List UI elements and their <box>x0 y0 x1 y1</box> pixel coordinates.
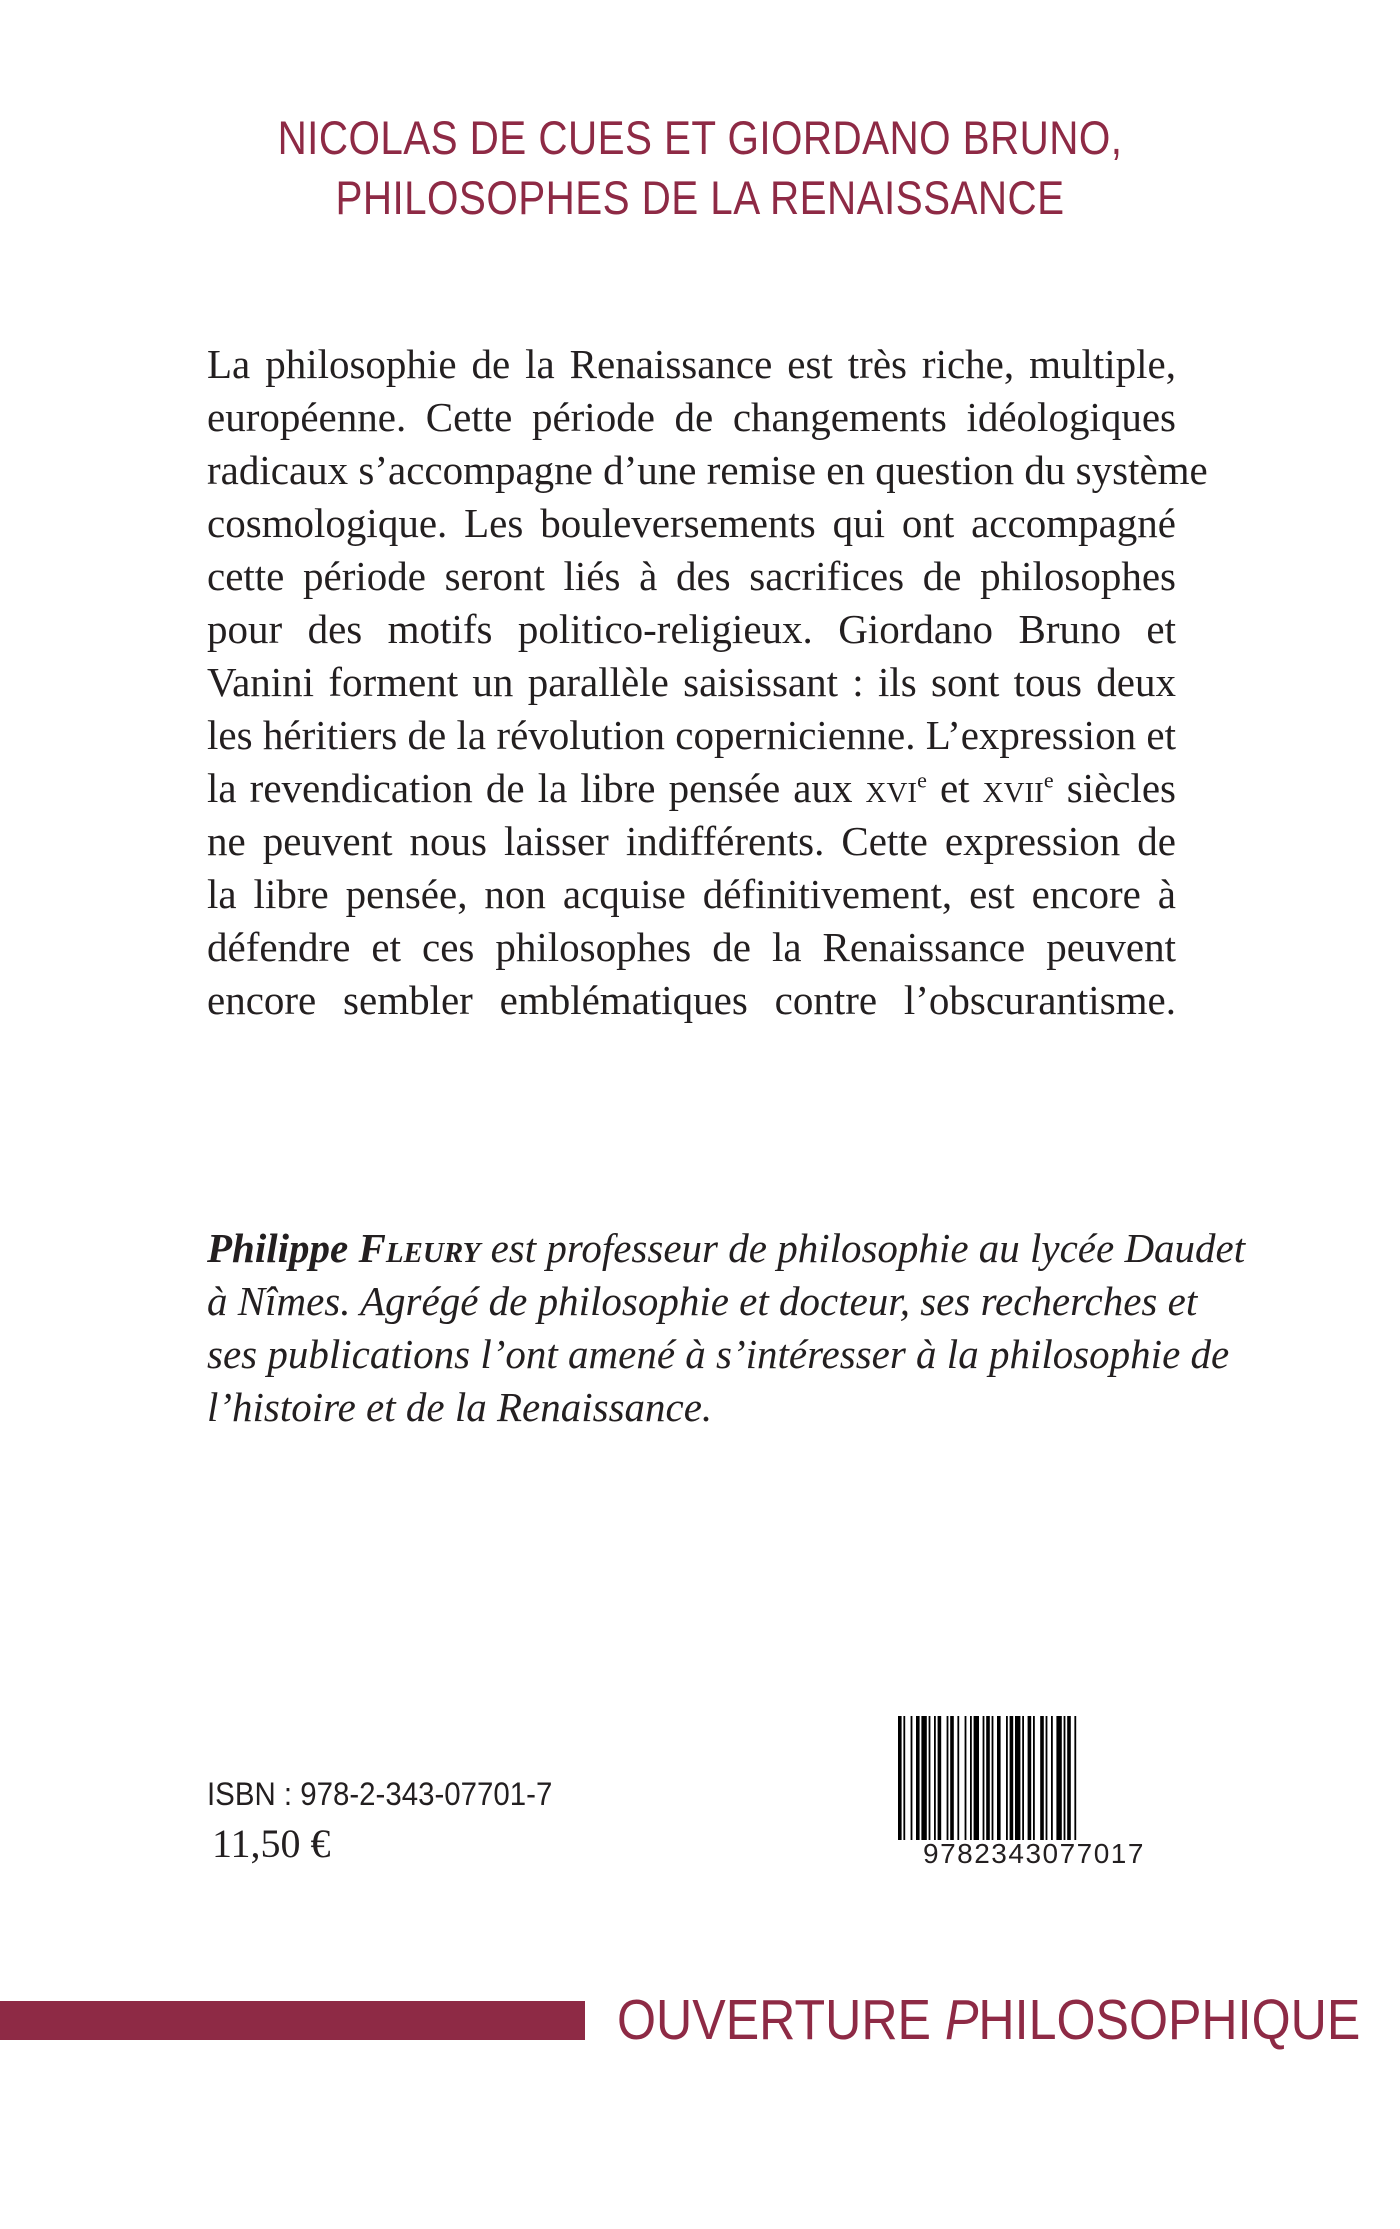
barcode-bar <box>1046 1716 1048 1840</box>
barcode-bar <box>997 1716 1001 1840</box>
author-last-name: Fleury <box>358 1225 481 1271</box>
summary-paragraph <box>207 338 1208 1027</box>
summary-line: Vanini forment un parallèle saisissant : ils sont tous deux <box>207 659 1176 705</box>
summary-line: ne peuvent nous laisser indifférents. Cette expression de <box>207 818 1176 864</box>
summary-line: encore sembler emblématiques contre l’obscurantisme. <box>207 977 1176 1023</box>
barcode-bar <box>929 1716 931 1840</box>
summary-line: les héritiers de la révolution copernicienne. L’expression et <box>207 712 1176 758</box>
series-name <box>617 1985 1360 2055</box>
book-title <box>98 108 1302 228</box>
barcode-bar <box>1051 1716 1053 1840</box>
barcode-bar <box>983 1716 985 1840</box>
barcode-bar <box>970 1716 972 1840</box>
summary-line: cette période seront liés à des sacrifices de philosophes <box>207 553 1176 599</box>
barcode-bar <box>1056 1716 1061 1840</box>
summary-line: La philosophie de la Renaissance est très riche, multiple, <box>207 341 1176 387</box>
summary-text: et <box>926 765 983 811</box>
barcode-digits: 9782343077017 <box>923 1838 1145 1869</box>
barcode-bar <box>947 1716 949 1840</box>
century-xvi: xvi <box>865 765 918 811</box>
barcode-bar <box>1022 1716 1024 1840</box>
barcode-bar <box>1033 1716 1035 1840</box>
barcode-bar <box>934 1716 936 1840</box>
barcode-bar <box>903 1716 905 1840</box>
barcode-bar <box>938 1716 942 1840</box>
series-color-band <box>0 2001 585 2040</box>
summary-text: la revendication de la libre pensée aux <box>207 765 866 811</box>
barcode-bar <box>916 1716 920 1840</box>
barcode-bar <box>1074 1716 1076 1840</box>
barcode-bar <box>1006 1716 1008 1840</box>
barcode-bar <box>992 1716 994 1840</box>
barcode-bar <box>1067 1716 1071 1840</box>
barcode-bar <box>1015 1716 1020 1840</box>
series-name-part: HILOSOPHIQUE <box>978 1988 1361 2052</box>
summary-line: la libre pensée, non acquise définitivement, est encore à <box>207 871 1176 917</box>
bio-line: l’histoire et de la Renaissance. <box>207 1384 713 1430</box>
book-title-line-2: PHILOSOPHES DE LA RENAISSANCE <box>335 171 1065 224</box>
barcode-bar <box>898 1716 902 1840</box>
bio-text: est professeur de philosophie au lycée Daudet <box>480 1225 1246 1271</box>
bio-line: à Nîmes. Agrégé de philosophie et docteur, ses recherches et <box>207 1278 1198 1324</box>
author-first-name: Philippe <box>207 1225 359 1271</box>
isbn-label: ISBN : 978-2-343-07701-7 <box>207 1776 553 1812</box>
barcode-bar <box>1040 1716 1044 1840</box>
summary-line: radicaux s’accompagne d’une remise en question du système <box>207 447 1208 493</box>
century-superscript: e <box>1043 767 1054 793</box>
series-name-part: OUVERTURE <box>617 1988 945 2052</box>
book-title-line-1: NICOLAS DE CUES ET GIORDANO BRUNO, <box>277 111 1123 164</box>
barcode-bar <box>950 1716 954 1840</box>
barcode-bar <box>965 1716 967 1840</box>
barcode-bar <box>957 1716 959 1840</box>
summary-line: pour des motifs politico-religieux. Giordano Bruno et <box>207 606 1176 652</box>
barcode-bar <box>1028 1716 1032 1840</box>
barcode-bar <box>986 1716 990 1840</box>
price-label: 11,50 € <box>212 1821 331 1866</box>
century-xvii: xvii <box>982 765 1044 811</box>
barcode-bar <box>1064 1716 1066 1840</box>
summary-line: cosmologique. Les bouleversements qui ont accompagné <box>207 500 1176 546</box>
series-name-initial: P <box>944 1988 979 2052</box>
summary-text: siècles <box>1053 765 1176 811</box>
barcode-bar <box>921 1716 926 1840</box>
barcode-bar <box>1010 1716 1014 1840</box>
summary-line: défendre et ces philosophes de la Renaissance peuvent <box>207 924 1176 970</box>
bio-line <box>207 1222 1246 1275</box>
barcode-bar <box>911 1716 913 1840</box>
century-superscript: e <box>917 767 927 793</box>
author-bio <box>207 1222 1246 1434</box>
summary-line-centuries <box>207 762 1176 815</box>
summary-line: européenne. Cette période de changements idéologiques <box>207 394 1176 440</box>
bio-line: ses publications l’ont amené à s’intéresser à la philosophie de <box>207 1331 1230 1377</box>
barcode-bar <box>974 1716 979 1840</box>
